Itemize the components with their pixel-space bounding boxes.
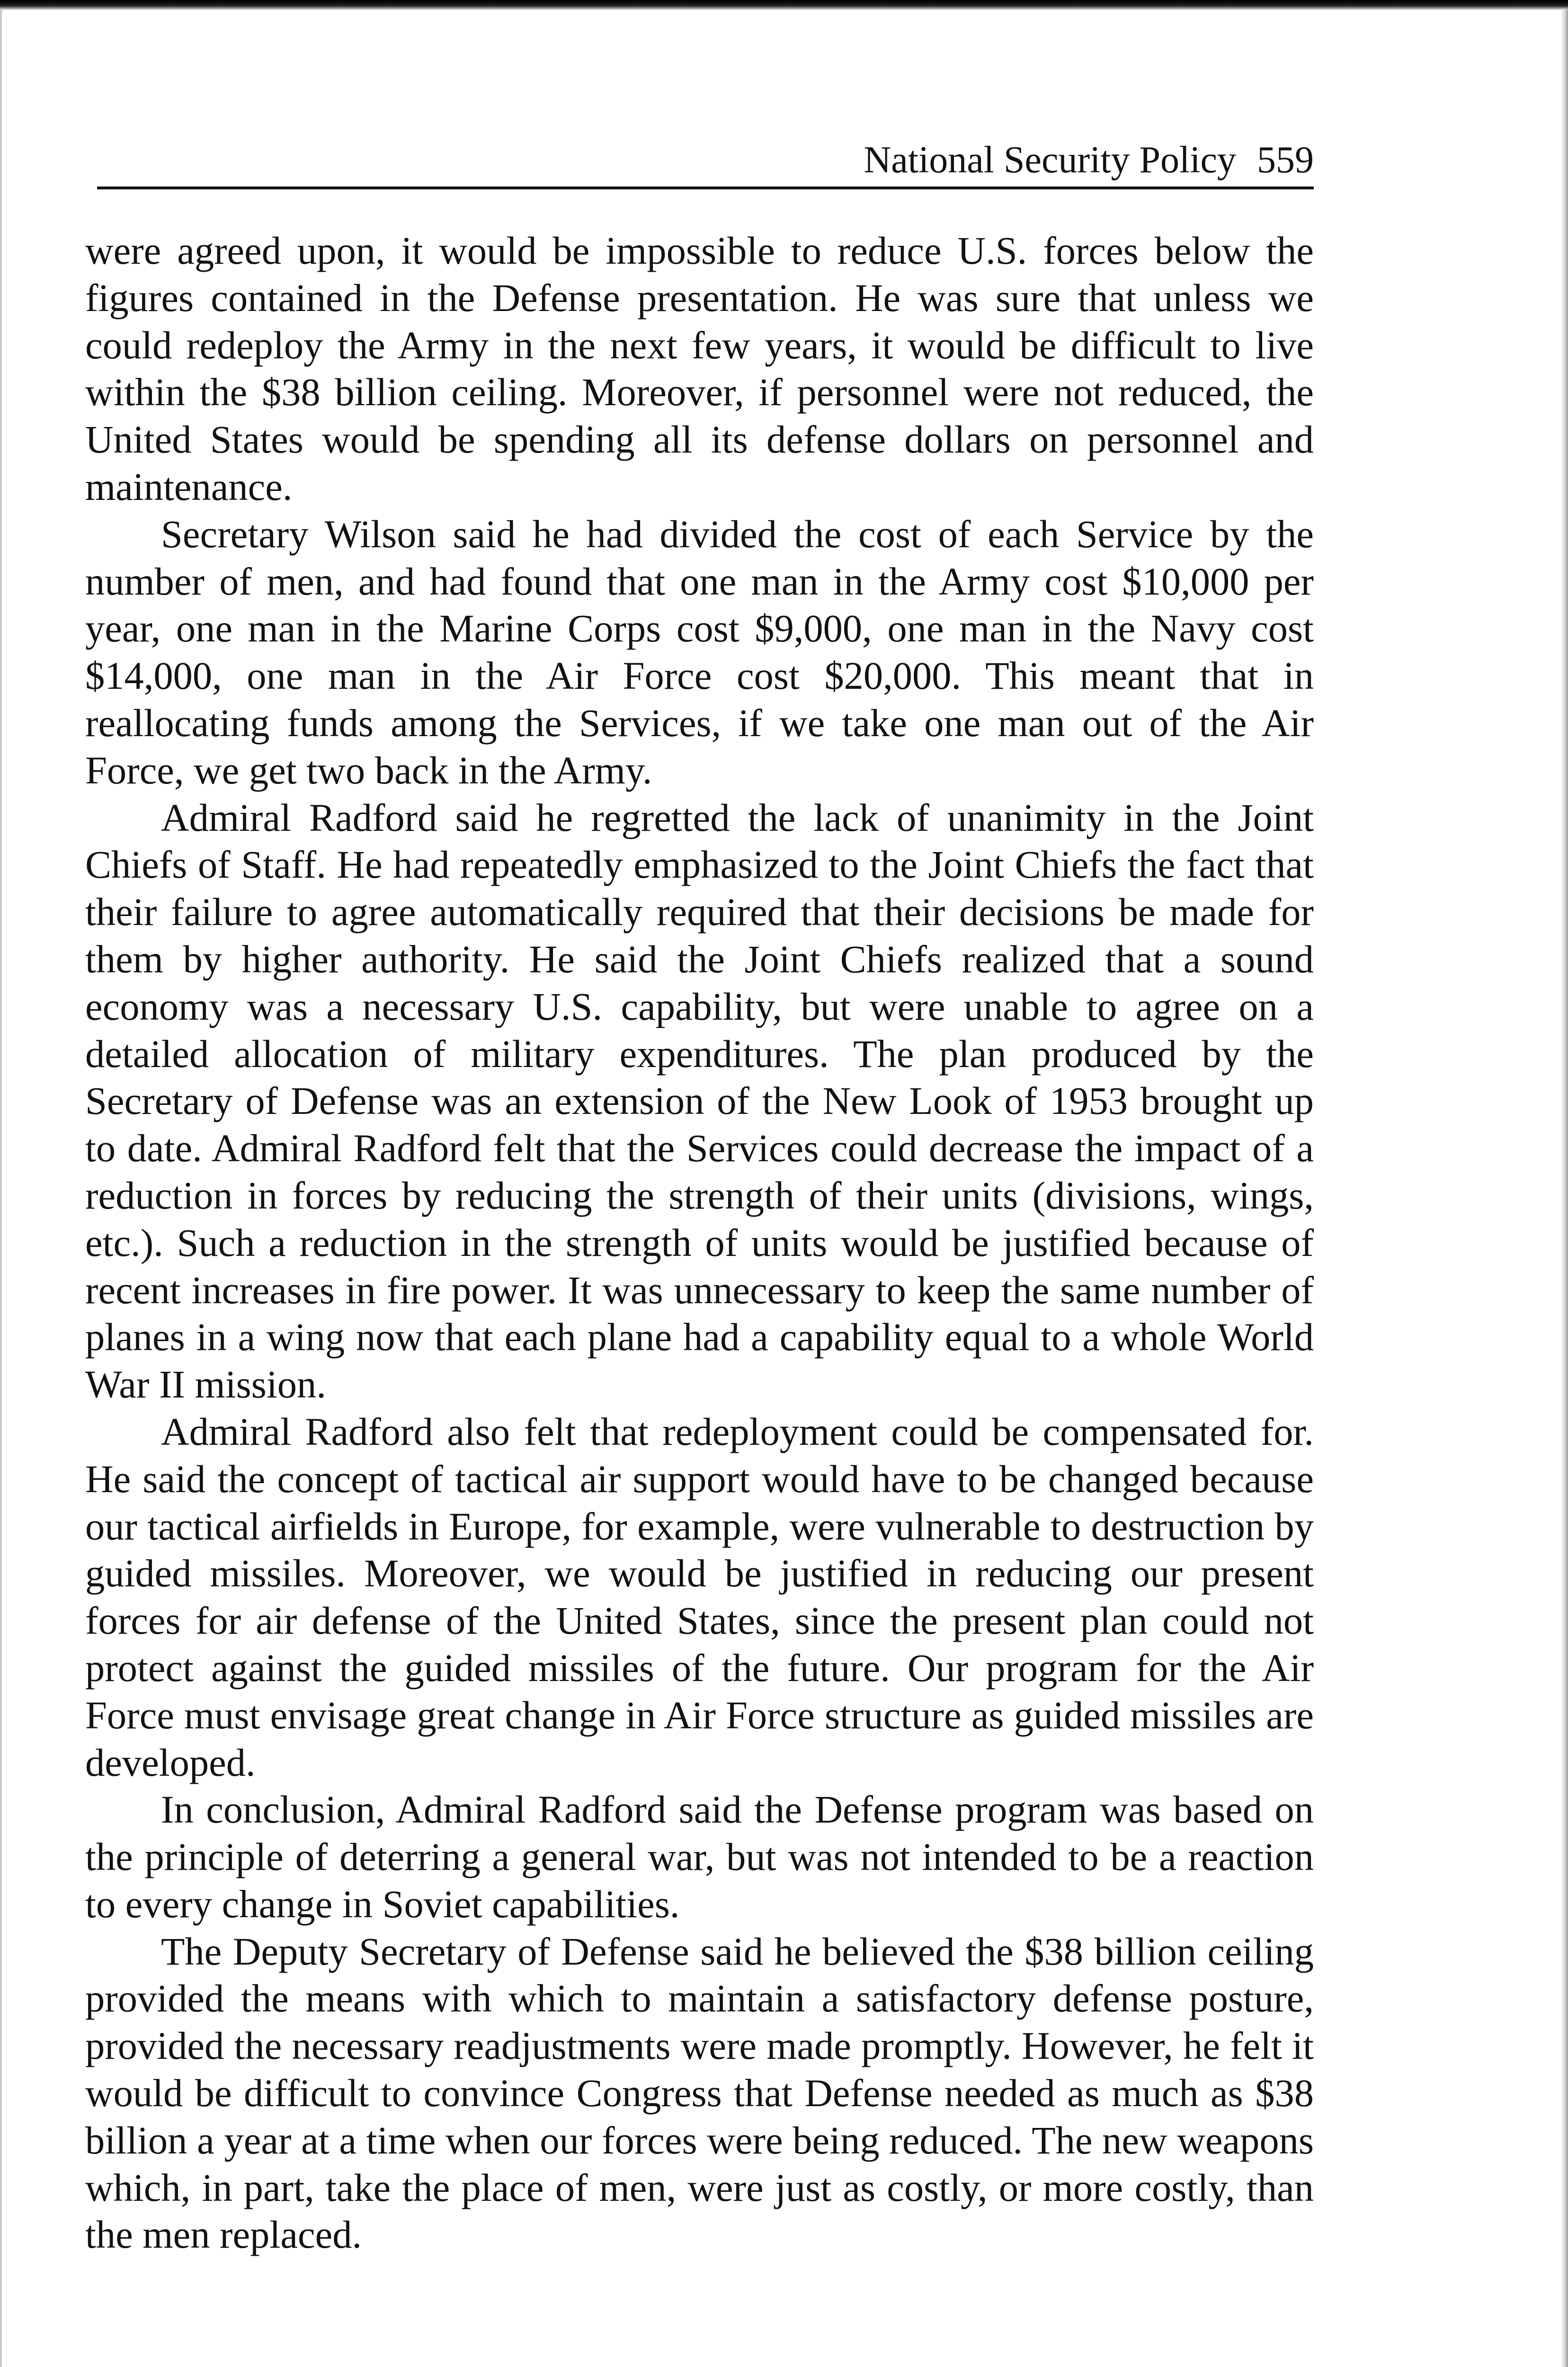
- paragraph-radford-joint-chiefs: Admiral Radford said he regretted the lack of unanimity in the Joint Chiefs of Staff. He had repeatedly emphasized to the Joint Chiefs the fact that their failure to agree automatically required that their decisions be made for them by higher authority. He said the Joint Chiefs realized that a sound economy was a necessary U.S. capability, but were unable to agree on a detailed allocation of military expenditures. The plan produced by the Secretary of Defense was an extension of the New Look of 1953 brought up to date. Admiral Radford felt that the Services could decrease the impact of a reduction in forces by reducing the strength of their units (divisions, wings, etc.). Such a reduction in the strength of units would be justified because of recent increases in fire power. It was unnecessary to keep the same number of planes in a wing now that each plane had a capability equal to a whole World War II mission.: [85, 795, 1314, 1406]
- paragraph-deputy-secretary: The Deputy Secretary of Defense said he believed the $38 billion ceiling provided the means with which to maintain a satisfactory defense posture, provided the necessary readjustments were made promptly. However, he felt it would be difficult to convince Congress that Defense needed as much as $38 billion a year at a time when our forces were being reduced. The new weapons which, in part, take the place of men, were just as costly, or more costly, than the men replaced.: [85, 1929, 1314, 2257]
- scan-right-edge: [1561, 9, 1568, 2367]
- paragraph-radford-conclusion: In conclusion, Admiral Radford said the Defense program was based on the principle of deterring a general war, but was not intended to be a reaction to every change in Soviet capabilities.: [85, 1788, 1314, 1926]
- scan-left-edge: [0, 9, 2, 2367]
- page-number: 559: [1257, 139, 1314, 181]
- paragraph-radford-redeployment: Admiral Radford also felt that redeployment could be compensated for. He said the concept of tactical air support would have to be changed because our tactical airfields in Europe, for example, were vulnerable to destruction by guided missiles. Moreover, we would be justified in reducing our present forces for air defense of the United States, since the present plan could not protect against the guided missiles of the future. Our program for the Air Force must envisage great change in Air Force structure as guided missiles are developed.: [85, 1409, 1314, 1784]
- paragraph-continued: were agreed upon, it would be impossible to reduce U.S. forces below the figures contained in the Defense presentation. He was sure that unless we could redeploy the Army in the next few years, it would be difficult to live within the $38 billion ceiling. Moreover, if personnel were not reduced, the United States would be spending all its defense dollars on personnel and maintenance.: [85, 229, 1314, 508]
- body-text: [85, 227, 1314, 2259]
- scan-top-edge: [0, 0, 1568, 10]
- running-head: [97, 133, 1314, 189]
- running-head-title: National Security Policy: [864, 139, 1236, 181]
- paragraph-wilson-costs: Secretary Wilson said he had divided the cost of each Service by the number of men, and had found that one man in the Army cost $10,000 per year, one man in the Marine Corps cost $9,000, one man in the Navy cost $14,000, one man in the Air Force cost $20,000. This meant that in reallocating funds among the Services, if we take one man out of the Air Force, we get two back in the Army.: [85, 512, 1314, 792]
